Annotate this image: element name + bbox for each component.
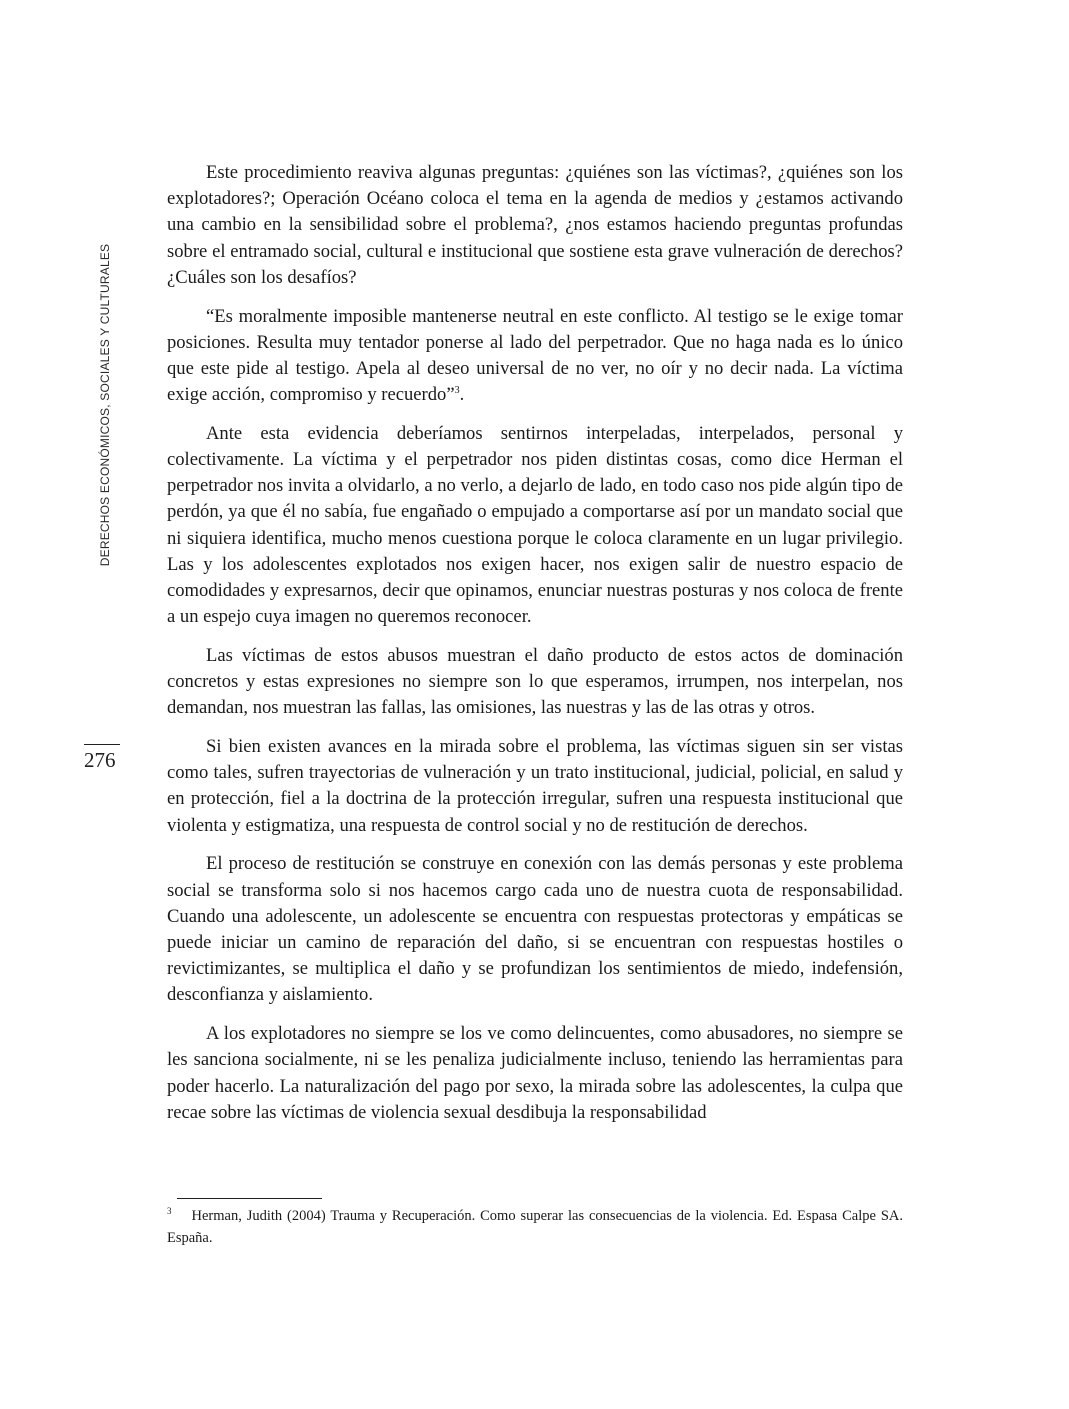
footnote <box>167 1205 903 1249</box>
body-text <box>167 160 903 1138</box>
footnote-reference[interactable]: 3 <box>454 384 460 396</box>
quote-end-period: . <box>459 384 465 406</box>
paragraph: El proceso de restitución se construye en conexión con las demás personas y este problema social se transforma solo si nos hacemos cargo cada uno de nuestra cuota de responsabilidad. Cuando una adolescente, un adolescente se encuentra con respuestas protectoras y empáticas se puede iniciar un camino de reparación del daño, si se encuentran con respuestas hostiles o revictimizantes, se multiplica el daño y se profundizan los sentimientos de miedo, indefensión, desconfianza y aislamiento. <box>167 853 903 1006</box>
paragraph: Este procedimiento reaviva algunas preguntas: ¿quiénes son las víctimas?, ¿quiénes son los explotadores?; Operación Océano coloca el tema en la agenda de medios y ¿estamos activando una cambio en la sensibilidad sobre el problema?, ¿nos estamos haciendo preguntas profundas sobre el entramado social, cultural e institucional que sostiene esta grave vulneración de derechos? ¿Cuáles son los desafíos? <box>167 162 903 288</box>
paragraph: Ante esta evidencia deberíamos sentirnos interpeladas, interpelados, personal y colectivamente. La víctima y el perpetrador nos piden distintas cosas, como dice Herman el perpetrador nos invita a olvidarlo, a no verlo, a dejarlo de lado, en todo caso nos pide algún tipo de perdón, ya que él no sabía, fue engañado o empujado a comportarse así por un mandato social que ni siquiera identifica, mucho menos cuestiona porque le coloca claramente en un lugar privilegio. Las y los adolescentes explotados nos exigen hacer, nos exigen salir de nuestro espacio de comodidades y expresarnos, decir que opinamos, enunciar nuestras posturas y nos coloca de frente a un espejo cuya imagen no queremos reconocer. <box>167 422 903 628</box>
page-number-rule <box>84 744 120 745</box>
quote-text: “Es moralmente imposible mantenerse neutral en este conflicto. Al testigo se le exige tomar posiciones. Resulta muy tentador ponerse al lado del perpetrador. Que no haga nada es lo único que este pide al testigo. Apela al deseo universal de no ver, no oír y no decir nada. La víctima exige acción, compromiso y recuerdo” <box>167 305 903 406</box>
footnote-text: Herman, Judith (2004) Trauma y Recuperación. Como superar las consecuencias de la violencia. Ed. Espasa Calpe SA. España. <box>167 1208 903 1246</box>
footnote-separator <box>177 1198 322 1199</box>
running-side-title: DERECHOS ECONÓMICOS, SOCIALES Y CULTURALES <box>98 243 112 567</box>
paragraph: Las víctimas de estos abusos muestran el daño producto de estos actos de dominación concretos y estas expresiones no siempre son lo que esperamos, irrumpen, nos interpelan, nos demandan, nos muestran las fallas, las omisiones, las nuestras y las de las otras y otros. <box>167 644 903 719</box>
paragraph: A los explotadores no siempre se los ve como delincuentes, como abusadores, no siempre se les sanciona socialmente, ni se les penaliza judicialmente incluso, teniendo las herramientas para poder hacerlo. La naturalización del pago por sexo, la mirada sobre las adolescentes, la culpa que recae sobre las víctimas de violencia sexual desdibuja la responsabilidad <box>167 1023 903 1123</box>
paragraph: Si bien existen avances en la mirada sobre el problema, las víctimas siguen sin ser vistas como tales, sufren trayectorias de vulneración y un trato institucional, judicial, policial, en salud y en protección, fiel a la doctrina de la protección irregular, sufren una respuesta institucional que violenta y estigmatiza, una respuesta de control social y no de restitución de derechos. <box>167 736 903 836</box>
footnote-number: 3 <box>167 1206 172 1217</box>
paragraph-quote <box>167 304 903 409</box>
page-number: 276 <box>84 748 116 772</box>
